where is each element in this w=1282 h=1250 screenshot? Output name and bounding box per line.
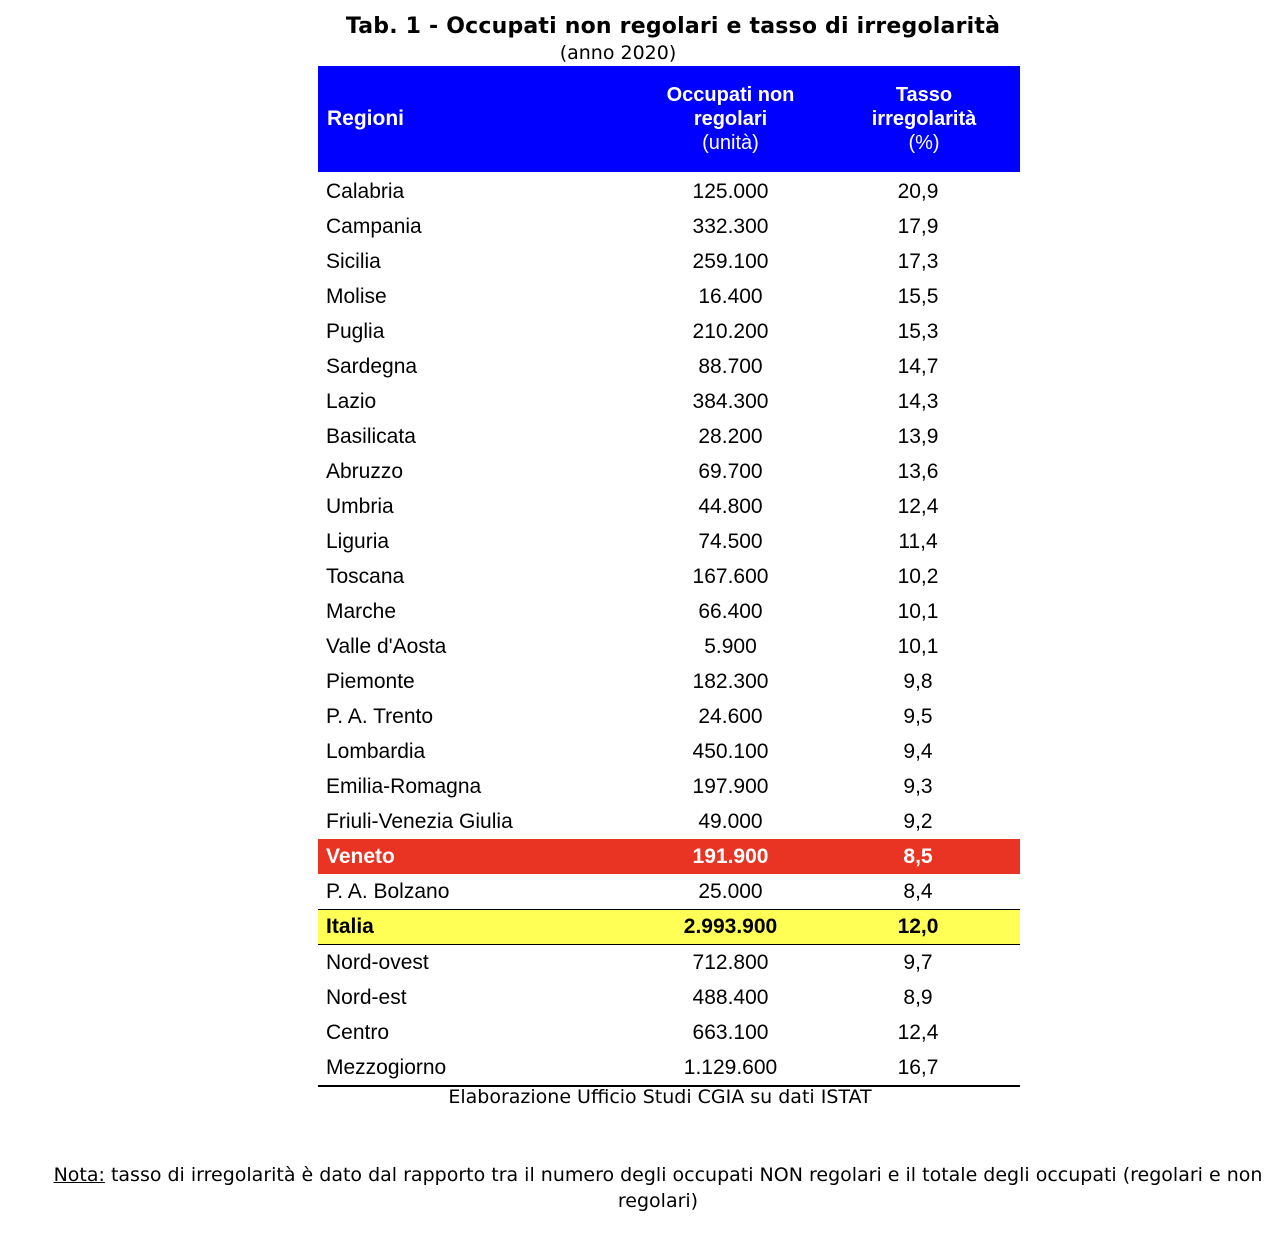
cell-tasso: 14,3 (897, 389, 939, 413)
cell-tasso: 17,3 (897, 249, 939, 273)
header-tasso (836, 83, 1012, 155)
header-regioni: Regioni (327, 107, 404, 130)
cell-tasso: 10,1 (897, 599, 939, 623)
footnote-label: Nota: (53, 1164, 105, 1186)
cell-tasso: 10,2 (897, 564, 939, 588)
table-row (318, 804, 1020, 839)
header-tasso-line2: irregolarità (871, 108, 977, 130)
header-occupati-line1: Occupati non (666, 84, 795, 106)
data-table (318, 66, 1020, 1087)
cell-region: P. A. Bolzano (326, 879, 450, 903)
cell-occupati: 197.900 (692, 774, 769, 798)
cell-tasso: 12,0 (897, 915, 939, 938)
cell-occupati: 28.200 (698, 424, 763, 448)
table-row (318, 699, 1020, 734)
cell-occupati: 24.600 (698, 704, 763, 728)
cell-occupati: 16.400 (698, 284, 763, 308)
cell-tasso: 15,3 (897, 319, 939, 343)
cell-region: Sicilia (326, 249, 381, 273)
table-row (318, 664, 1020, 699)
cell-occupati: 488.400 (692, 985, 769, 1009)
table-subtitle: (anno 2020) (559, 42, 677, 64)
cell-region: Campania (326, 214, 422, 238)
header-occupati-line2: regolari (693, 108, 768, 130)
table-row (318, 839, 1020, 874)
cell-occupati: 191.900 (692, 844, 769, 868)
table-row (318, 384, 1020, 419)
cell-region: Italia (326, 915, 374, 938)
cell-region: Valle d'Aosta (326, 634, 447, 658)
table-row (318, 174, 1020, 209)
cell-region: Marche (326, 599, 397, 623)
footnote (40, 1162, 1276, 1214)
cell-occupati: 712.800 (692, 950, 769, 974)
cell-occupati: 210.200 (692, 319, 769, 343)
cell-tasso: 15,5 (897, 284, 939, 308)
cell-tasso: 17,9 (897, 214, 939, 238)
table-row (318, 594, 1020, 629)
cell-occupati: 88.700 (698, 354, 763, 378)
cell-region: Friuli-Venezia Giulia (326, 809, 513, 833)
cell-tasso: 12,4 (897, 494, 939, 518)
table-row (318, 559, 1020, 594)
cell-tasso: 13,9 (897, 424, 939, 448)
cell-occupati: 74.500 (698, 529, 763, 553)
cell-tasso: 16,7 (897, 1055, 939, 1079)
cell-region: Emilia-Romagna (326, 774, 482, 798)
header-occupati-unit: (unità) (702, 132, 759, 154)
cell-region: Molise (326, 284, 387, 308)
cell-region: Piemonte (326, 669, 415, 693)
footnote-text: tasso di irregolarità è dato dal rapporto tra il numero degli occupati NON regolari e il totale degli occupati (regolari e non regolari) (104, 1164, 1263, 1212)
cell-region: Nord-ovest (326, 950, 429, 974)
cell-tasso: 13,6 (897, 459, 939, 483)
cell-tasso: 10,1 (897, 634, 939, 658)
table-body (318, 174, 1020, 1087)
cell-region: Nord-est (326, 985, 407, 1009)
cell-occupati: 663.100 (692, 1020, 769, 1044)
table-title: Tab. 1 - Occupati non regolari e tasso di irregolarità (345, 14, 1001, 39)
table-row (318, 1015, 1020, 1050)
table-row (318, 874, 1020, 909)
cell-occupati: 1.129.600 (683, 1055, 778, 1079)
cell-tasso: 8,5 (903, 844, 933, 868)
cell-region: P. A. Trento (326, 704, 434, 728)
header-tasso-line1: Tasso (895, 84, 953, 106)
cell-tasso: 8,9 (903, 985, 933, 1009)
cell-tasso: 14,7 (897, 354, 939, 378)
cell-tasso: 8,4 (903, 879, 933, 903)
table-row (318, 314, 1020, 349)
cell-region: Liguria (326, 529, 390, 553)
cell-occupati: 5.900 (704, 634, 757, 658)
cell-region: Puglia (326, 319, 385, 343)
cell-tasso: 11,4 (898, 529, 938, 553)
cell-tasso: 9,4 (903, 739, 933, 763)
cell-tasso: 9,8 (903, 669, 933, 693)
cell-region: Calabria (326, 179, 405, 203)
cell-tasso: 20,9 (897, 179, 939, 203)
table-row (318, 524, 1020, 559)
table-row (318, 629, 1020, 664)
table-row (318, 349, 1020, 384)
cell-tasso: 9,3 (903, 774, 933, 798)
cell-occupati: 259.100 (692, 249, 769, 273)
cell-occupati: 2.993.900 (683, 915, 778, 938)
cell-region: Abruzzo (326, 459, 404, 483)
cell-occupati: 69.700 (698, 459, 763, 483)
cell-occupati: 182.300 (692, 669, 769, 693)
cell-tasso: 12,4 (897, 1020, 939, 1044)
cell-region: Lombardia (326, 739, 426, 763)
header-occupati (628, 83, 833, 155)
cell-region: Basilicata (326, 424, 416, 448)
cell-region: Veneto (326, 844, 395, 868)
header-tasso-unit: (%) (908, 132, 940, 154)
cell-region: Mezzogiorno (326, 1055, 447, 1079)
cell-occupati: 66.400 (698, 599, 763, 623)
table-row (318, 419, 1020, 454)
cell-occupati: 125.000 (692, 179, 769, 203)
table-row (318, 945, 1020, 980)
table-header (318, 66, 1020, 172)
cell-occupati: 167.600 (692, 564, 769, 588)
table-row (318, 909, 1020, 945)
table-row (318, 734, 1020, 769)
cell-occupati: 450.100 (692, 739, 769, 763)
table-row (318, 769, 1020, 804)
cell-occupati: 25.000 (698, 879, 763, 903)
cell-region: Sardegna (326, 354, 418, 378)
table-row (318, 244, 1020, 279)
cell-tasso: 9,2 (903, 809, 933, 833)
cell-region: Umbria (326, 494, 394, 518)
cell-region: Lazio (326, 389, 377, 413)
cell-occupati: 44.800 (698, 494, 763, 518)
cell-occupati: 49.000 (698, 809, 763, 833)
cell-occupati: 332.300 (692, 214, 769, 238)
source-note: Elaborazione Ufficio Studi CGIA su dati ISTAT (448, 1086, 872, 1108)
table-row (318, 454, 1020, 489)
table-row (318, 980, 1020, 1015)
cell-region: Toscana (326, 564, 405, 588)
cell-tasso: 9,5 (903, 704, 933, 728)
cell-region: Centro (326, 1020, 390, 1044)
table-row (318, 279, 1020, 314)
table-row (318, 209, 1020, 244)
cell-occupati: 384.300 (692, 389, 769, 413)
table-row (318, 489, 1020, 524)
cell-tasso: 9,7 (903, 950, 933, 974)
table-row (318, 1050, 1020, 1087)
